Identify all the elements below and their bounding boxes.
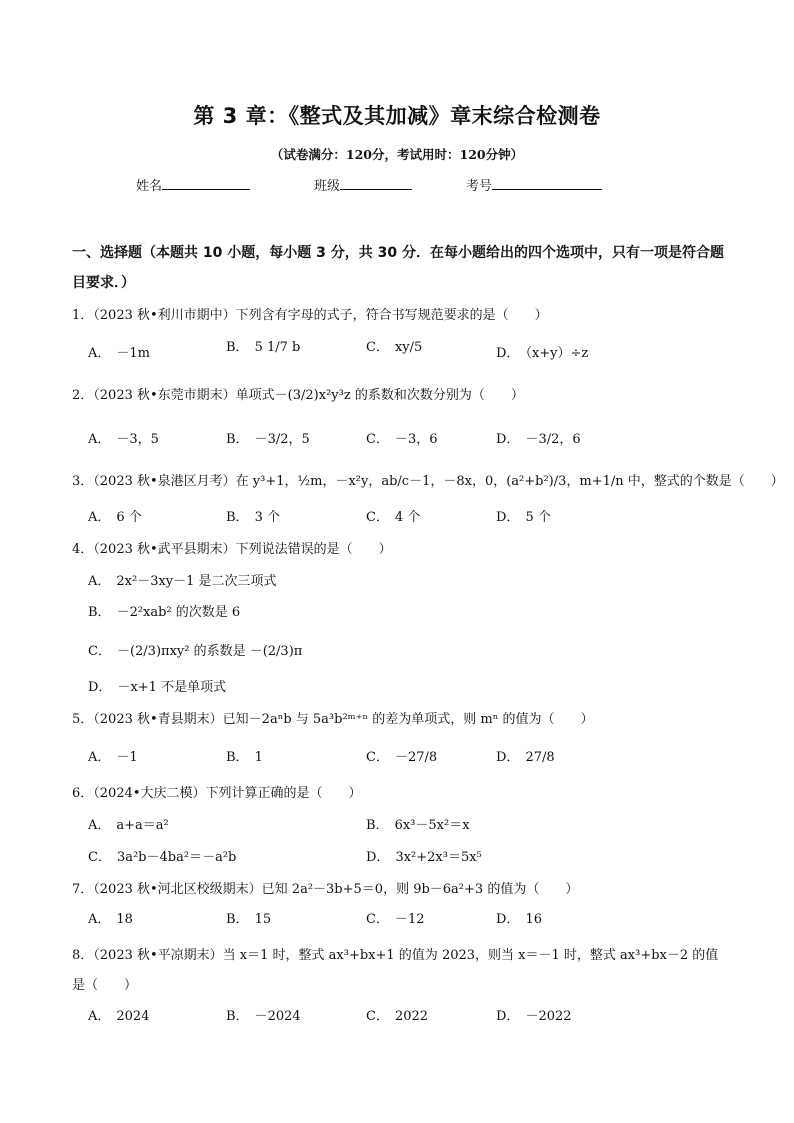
page-title: 第 3 章：《整式及其加减》章末综合检测卷 (193, 104, 601, 128)
question-6: 6．（2024•大庆二模）下列计算正确的是（ ） (72, 786, 362, 801)
class-label: 班级 (314, 179, 341, 194)
q8-option-d[interactable]: D． －2022 (496, 1009, 572, 1024)
question-3: 3．（2023 秋•泉港区月考）在 y³+1，½m，－x²y，ab/c－1，－8x，0，(a²+b²)/3，m+1/n 中，整式的个数是（ ） (72, 474, 784, 489)
q3-option-c[interactable]: C． 4 个 (366, 510, 421, 525)
question-7: 7．（2023 秋•河北区校级期末）已知 2a²－3b+5＝0，则 9b－6a²+3 的值为（ ） (72, 882, 579, 897)
name-label: 姓名 (136, 179, 163, 194)
question-2: 2．（2023 秋•东莞市期末）单项式－(3/2)x²y³z 的系数和次数分别为（ ） (72, 388, 524, 403)
q8-option-c[interactable]: C． 2022 (366, 1009, 429, 1024)
q2-option-d[interactable]: D． －3/2，6 (496, 432, 581, 447)
q6-option-c[interactable]: C． 3a²b－4ba²＝－a²b (88, 850, 237, 865)
q2-option-a[interactable]: A． －3，5 (88, 432, 159, 447)
id-field[interactable] (466, 175, 602, 194)
q8-option-b[interactable]: B． －2024 (226, 1009, 301, 1024)
question-4: 4．（2023 秋•武平县期末）下列说法错误的是（ ） (72, 542, 392, 557)
class-blank[interactable] (340, 177, 412, 190)
name-field[interactable] (136, 175, 250, 194)
q8-option-a[interactable]: A． 2024 (88, 1009, 150, 1024)
q7-option-d[interactable]: D． 16 (496, 912, 542, 927)
q3-option-d[interactable]: D． 5 个 (496, 510, 551, 525)
id-label: 考号 (466, 179, 493, 194)
q7-option-b[interactable]: B． 15 (226, 912, 272, 927)
q1-option-c[interactable]: C． xy/5 (366, 340, 423, 355)
q2-option-b[interactable]: B． －3/2，5 (226, 432, 310, 447)
question-8: 8．（2023 秋•平凉期末）当 x＝1 时，整式 ax³+bx+1 的值为 2023，则当 x＝－1 时，整式 ax³+bx－2 的值是（ ） (72, 948, 719, 993)
q6-option-a[interactable]: A． a+a＝a² (88, 818, 169, 833)
q3-option-b[interactable]: B． 3 个 (226, 510, 280, 525)
q3-option-a[interactable]: A． 6 个 (88, 510, 142, 525)
q5-option-c[interactable]: C． －27/8 (366, 750, 438, 765)
question-5: 5．（2023 秋•青县期末）已知－2aⁿb 与 5a³b²ᵐ⁺ⁿ 的差为单项式，则 mⁿ 的值为（ ） (72, 712, 594, 727)
q7-option-a[interactable]: A． 18 (88, 912, 133, 927)
name-blank[interactable] (162, 177, 250, 190)
id-blank[interactable] (492, 177, 602, 190)
q1-option-d[interactable]: D． （x+y）÷z (496, 346, 589, 361)
page-subtitle: （试卷满分：120分，考试用时：120分钟） (270, 147, 524, 162)
section-title: 一、选择题（本题共 10 小题，每小题 3 分，共 30 分．在每小题给出的四个选项中，只有一项是符合题目要求．） (72, 245, 724, 291)
q4-option-b[interactable]: B． －2²xab² 的次数是 6 (88, 605, 241, 620)
q4-option-d[interactable]: D． －x+1 不是单项式 (88, 680, 227, 695)
q5-option-b[interactable]: B． 1 (226, 750, 263, 765)
q4-option-a[interactable]: A． 2x²－3xy－1 是二次三项式 (88, 574, 277, 589)
q1-option-a[interactable]: A． －1m (88, 346, 150, 361)
q7-option-c[interactable]: C． －12 (366, 912, 425, 927)
q2-option-c[interactable]: C． －3，6 (366, 432, 438, 447)
q4-option-c[interactable]: C． －(2/3)πxy² 的系数是 －(2/3)π (88, 644, 303, 659)
q5-option-a[interactable]: A． －1 (88, 750, 138, 765)
q5-option-d[interactable]: D． 27/8 (496, 750, 555, 765)
q6-option-d[interactable]: D． 3x²+2x³＝5x⁵ (366, 850, 482, 865)
q6-option-b[interactable]: B． 6x³－5x²＝x (366, 818, 470, 833)
q1-option-b[interactable]: B． 5 1/7 b (226, 340, 301, 355)
class-field[interactable] (314, 175, 412, 194)
question-1: 1．（2023 秋•利川市期中）下列含有字母的式子，符合书写规范要求的是（ ） (72, 308, 548, 323)
